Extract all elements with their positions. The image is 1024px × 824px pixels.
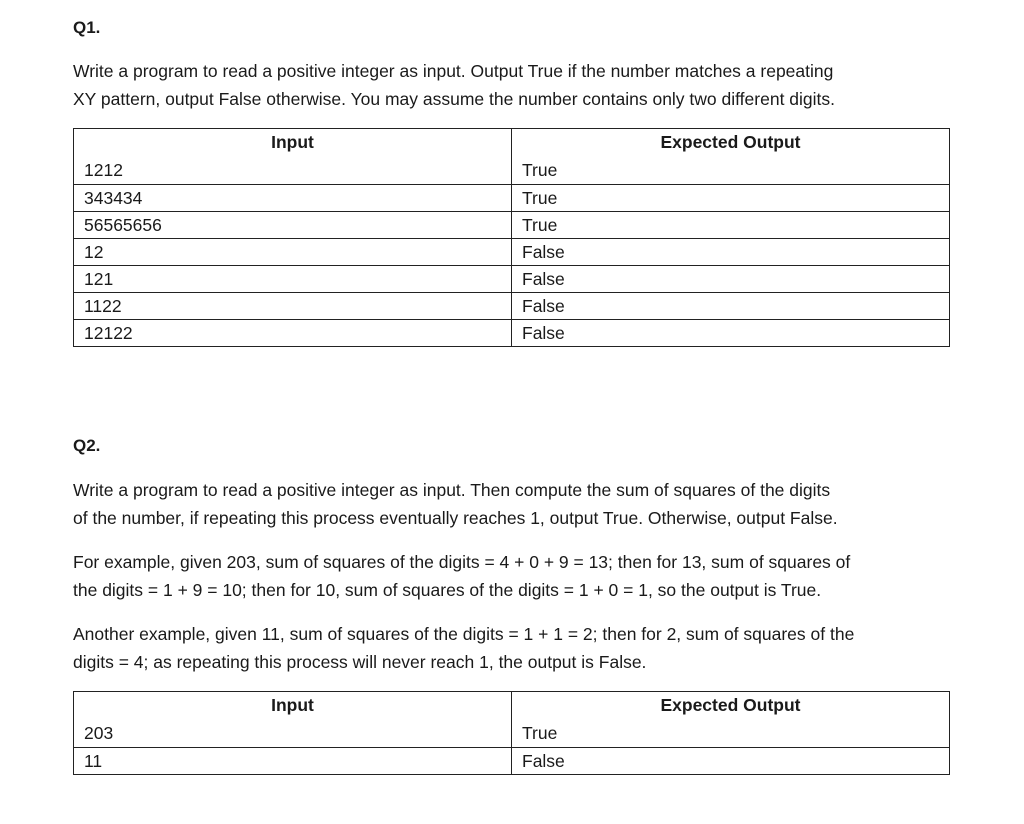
q2-example-1 [73, 548, 949, 604]
input-cell: 56565656 [74, 212, 512, 239]
input-cell: 12 [74, 239, 512, 266]
table-row [74, 212, 950, 239]
table-row [74, 239, 950, 266]
output-cell: False [512, 320, 950, 347]
output-cell: False [512, 293, 950, 320]
q1-io-table [73, 128, 950, 347]
table-row [74, 293, 950, 320]
output-cell: True [512, 212, 950, 239]
input-column-header: Input [74, 129, 512, 157]
table-row [74, 156, 950, 185]
input-cell: 343434 [74, 185, 512, 212]
table-row [74, 748, 950, 775]
q2-description [73, 476, 949, 532]
input-cell: 1212 [74, 156, 512, 185]
output-cell: True [512, 156, 950, 185]
input-cell: 11 [74, 748, 512, 775]
expected-output-column-header: Expected Output [512, 692, 950, 720]
q1-title: Q1. [73, 18, 101, 37]
table-row [74, 719, 950, 748]
input-column-header: Input [74, 692, 512, 720]
q2-description-line-1: Write a program to read a positive integer as input. Then compute the sum of squares of the digits [73, 480, 831, 500]
input-cell: 121 [74, 266, 512, 293]
table-row [74, 320, 950, 347]
output-cell: True [512, 185, 950, 212]
q1-description-line-2: XY pattern, output False otherwise. You may assume the number contains only two different digits. [73, 89, 836, 109]
output-cell: False [512, 266, 950, 293]
output-cell: False [512, 239, 950, 266]
output-cell: False [512, 748, 950, 775]
input-cell: 1122 [74, 293, 512, 320]
table-row [74, 266, 950, 293]
input-cell: 203 [74, 719, 512, 748]
table-header-row [74, 692, 950, 720]
q2-description-line-2: of the number, if repeating this process eventually reaches 1, output True. Otherwise, output False. [73, 508, 838, 528]
table-header-row [74, 129, 950, 157]
input-cell: 12122 [74, 320, 512, 347]
q2-example-2 [73, 620, 949, 676]
expected-output-column-header: Expected Output [512, 129, 950, 157]
q2-title: Q2. [73, 436, 101, 455]
q2-io-table [73, 691, 950, 775]
table-row [74, 185, 950, 212]
q2-example-2-line-2: digits = 4; as repeating this process will never reach 1, the output is False. [73, 652, 647, 672]
q2-example-1-line-1: For example, given 203, sum of squares of the digits = 4 + 0 + 9 = 13; then for 13, sum of squares of [73, 552, 851, 572]
q2-example-2-line-1: Another example, given 11, sum of squares of the digits = 1 + 1 = 2; then for 2, sum of squares of the [73, 624, 855, 644]
q1-description-line-1: Write a program to read a positive integer as input. Output True if the number matches a repeating [73, 61, 834, 81]
output-cell: True [512, 719, 950, 748]
q1-description [73, 57, 949, 113]
q2-example-1-line-2: the digits = 1 + 9 = 10; then for 10, sum of squares of the digits = 1 + 0 = 1, so the output is True. [73, 580, 822, 600]
